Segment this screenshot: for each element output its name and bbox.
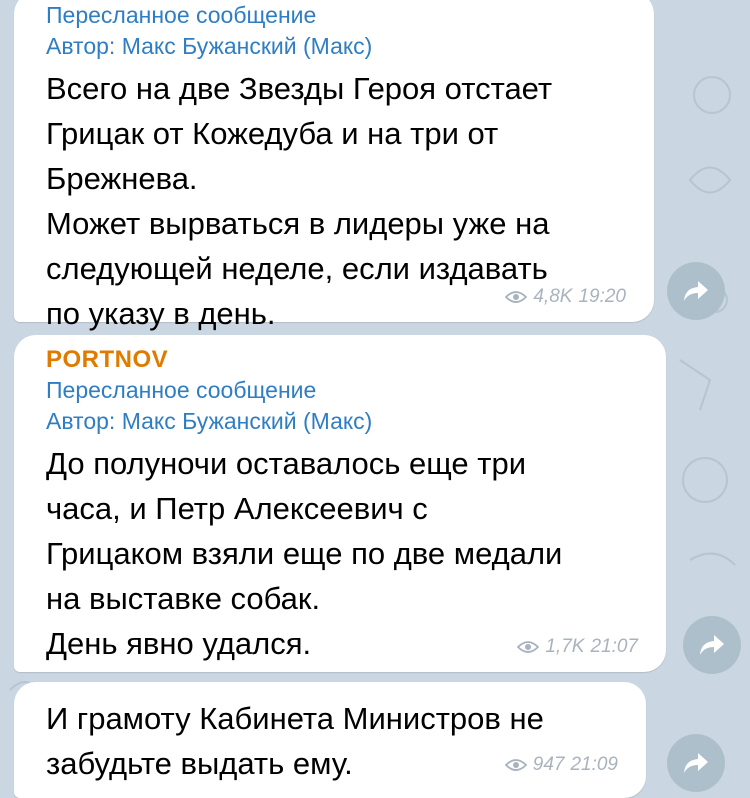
message-line: Всего на две Звезды Героя отстает bbox=[46, 71, 553, 106]
message-time: 21:09 bbox=[570, 754, 618, 775]
message-line: Брежнева. bbox=[46, 161, 198, 196]
share-button[interactable] bbox=[667, 734, 725, 792]
eye-icon bbox=[505, 758, 527, 772]
message-line: Грицак от Кожедуба и на три от bbox=[46, 116, 499, 151]
message-line: на выставке собак. bbox=[46, 581, 321, 616]
forward-header: Пересланное сообщение bbox=[46, 2, 317, 28]
message-line: часа, и Петр Алексеевич с bbox=[46, 491, 428, 526]
message-time: 21:07 bbox=[590, 636, 638, 657]
message-text bbox=[46, 441, 640, 666]
message-bubble-1[interactable] bbox=[14, 0, 654, 331]
message-time: 19:20 bbox=[578, 286, 626, 307]
view-count: 4,8K bbox=[533, 286, 573, 307]
message-line: Грицаком взяли еще по две медали bbox=[46, 536, 563, 571]
share-arrow-icon bbox=[683, 752, 709, 774]
forward-author[interactable]: Автор: Макс Бужанский (Макс) bbox=[46, 33, 373, 59]
message-meta bbox=[517, 636, 638, 658]
view-count: 1,7K bbox=[545, 636, 585, 657]
share-button[interactable] bbox=[683, 616, 741, 674]
message-meta bbox=[505, 754, 618, 776]
sender-name[interactable]: PORTNOV bbox=[46, 346, 169, 373]
message-line: следующей неделе, если издавать bbox=[46, 251, 548, 286]
view-count: 947 bbox=[532, 754, 565, 775]
forward-author[interactable]: Автор: Макс Бужанский (Макс) bbox=[46, 408, 373, 434]
message-line: по указу в день. bbox=[46, 296, 276, 331]
eye-icon bbox=[517, 640, 539, 654]
forward-header: Пересланное сообщение bbox=[46, 377, 317, 403]
message-bubble-3[interactable] bbox=[14, 682, 646, 798]
message-line: И грамоту Кабинета Министров не bbox=[46, 701, 544, 736]
message-meta bbox=[505, 286, 626, 308]
share-arrow-icon bbox=[699, 634, 725, 656]
message-line: До полуночи оставалось еще три bbox=[46, 446, 527, 481]
message-line: забудьте выдать ему. bbox=[46, 746, 353, 781]
share-button[interactable] bbox=[667, 262, 725, 320]
message-line: День явно удался. bbox=[46, 626, 312, 661]
message-line: Может вырваться в лидеры уже на bbox=[46, 206, 550, 241]
message-bubble-2[interactable] bbox=[14, 335, 666, 672]
eye-icon bbox=[505, 290, 527, 304]
share-arrow-icon bbox=[683, 280, 709, 302]
